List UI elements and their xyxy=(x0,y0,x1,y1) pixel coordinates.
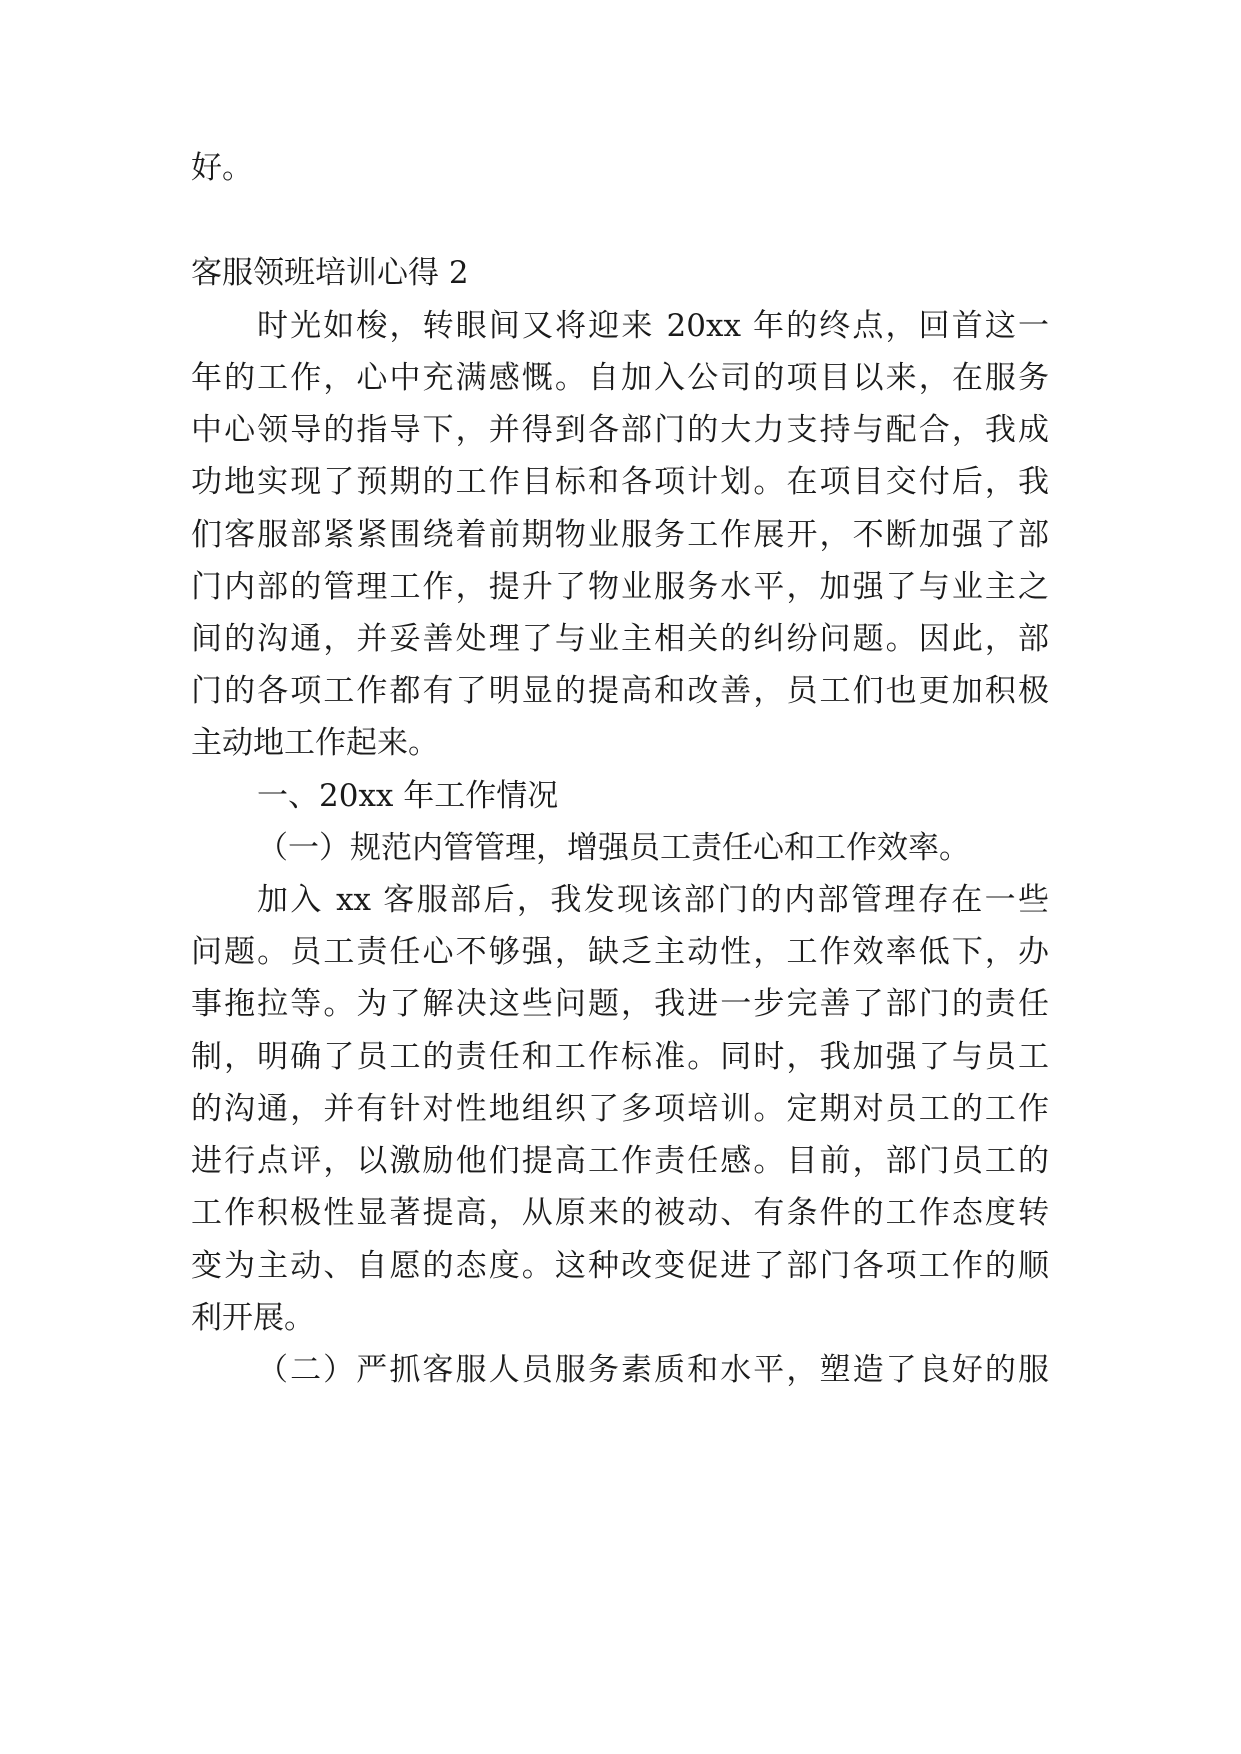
paragraph-line: 变为主动、自愿的态度。这种改变促进了部门各项工作的顺 xyxy=(191,1248,1049,1284)
paragraph-line: 间的沟通，并妥善处理了与业主相关的纠纷问题。因此，部 xyxy=(191,621,1049,657)
continuation-text: 好。 xyxy=(191,150,253,186)
subsection-title: （一）规范内管管理，增强员工责任心和工作效率。 xyxy=(257,830,970,866)
paragraph-line: 中心领导的指导下，并得到各部门的大力支持与配合，我成 xyxy=(191,412,1049,448)
paragraph-line: 年的工作，心中充满感慨。自加入公司的项目以来，在服务 xyxy=(191,360,1049,396)
paragraph-line: 利开展。 xyxy=(191,1300,315,1336)
paragraph-line: 功地实现了预期的工作目标和各项计划。在项目交付后，我 xyxy=(191,464,1049,500)
section-title: 一、20xx 年工作情况 xyxy=(257,778,559,814)
paragraph-line: 门内部的管理工作，提升了物业服务水平，加强了与业主之 xyxy=(191,569,1049,605)
paragraph-line: 工作积极性显著提高，从原来的被动、有条件的工作态度转 xyxy=(191,1195,1049,1231)
paragraph-line: 们客服部紧紧围绕着前期物业服务工作展开，不断加强了部 xyxy=(191,517,1049,553)
subsection-title: （二）严抓客服人员服务素质和水平，塑造了良好的服 xyxy=(257,1352,1049,1388)
paragraph-line: 制，明确了员工的责任和工作标准。同时，我加强了与员工 xyxy=(191,1039,1049,1075)
paragraph-line: 事拖拉等。为了解决这些问题，我进一步完善了部门的责任 xyxy=(191,986,1049,1022)
paragraph-line: 加入 xx 客服部后，我发现该部门的内部管理存在一些 xyxy=(257,882,1049,918)
paragraph-line: 进行点评，以激励他们提高工作责任感。目前，部门员工的 xyxy=(191,1143,1049,1179)
paragraph-line: 的沟通，并有针对性地组织了多项培训。定期对员工的工作 xyxy=(191,1091,1049,1127)
section-heading: 客服领班培训心得 2 xyxy=(191,255,469,291)
paragraph-line: 门的各项工作都有了明显的提高和改善，员工们也更加积极 xyxy=(191,673,1049,709)
paragraph-line: 时光如梭，转眼间又将迎来 20xx 年的终点，回首这一 xyxy=(257,308,1049,344)
paragraph-line: 问题。员工责任心不够强，缺乏主动性，工作效率低下，办 xyxy=(191,934,1049,970)
paragraph-line: 主动地工作起来。 xyxy=(191,725,439,761)
